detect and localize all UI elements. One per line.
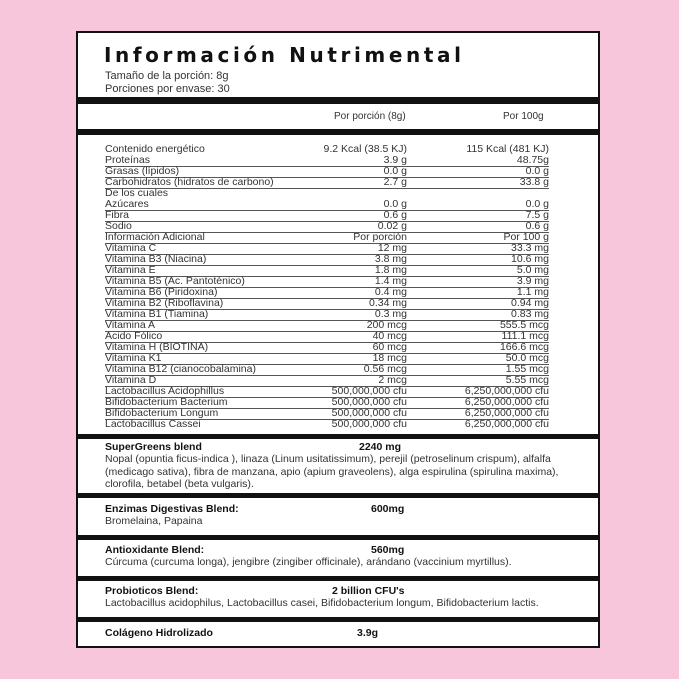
nutrient-name: Vitamina E (105, 264, 156, 276)
value-per-serving: 1.8 mg (374, 264, 407, 276)
value-per-serving: 500,000,000 cfu (331, 418, 407, 430)
divider-thick (78, 434, 598, 439)
value-per-100g: 50.0 mcg (505, 352, 549, 364)
value-per-100g: 48.75g (516, 154, 549, 166)
value-per-serving: 0.34 mg (369, 297, 407, 309)
value-per-serving: 9.2 Kcal (38.5 KJ) (323, 143, 407, 155)
blend-amount: 600mg (371, 503, 405, 515)
blend-description: Bromelaina, Papaina (105, 515, 203, 527)
value-per-serving: 3.9 g (383, 154, 407, 166)
value-per-serving: 0.0 g (383, 165, 407, 177)
blend-supergreens (105, 441, 585, 491)
nutrition-label (76, 31, 600, 648)
blend-name: Antioxidante Blend: (105, 544, 205, 556)
nutrient-name: Vitamina C (105, 242, 157, 254)
blend-description: Cúrcuma (curcuma longa), jengibre (zingiber officinale), arándano (vaccinium myrtillus). (105, 556, 512, 568)
nutrient-name: Vitamina H (BIOTINA) (105, 341, 209, 353)
value-per-100g: 0.0 g (525, 165, 549, 177)
nutrient-name: Sodio (105, 220, 132, 232)
nutrient-name: Proteínas (105, 154, 150, 166)
serving-size: Tamaño de la porción: 8g (105, 70, 229, 82)
servings-per-container: Porciones por envase: 30 (105, 83, 230, 95)
value-per-serving: 18 mcg (372, 352, 407, 364)
value-per-100g: 555.5 mcg (499, 319, 549, 331)
blend-amount: 3.9g (357, 627, 379, 639)
value-per-100g: 115 Kcal (481 KJ) (466, 143, 549, 155)
label-title: Información Nutrimental (104, 43, 465, 67)
value-per-serving: 2.7 g (383, 176, 407, 188)
value-per-100g: 5.55 mcg (505, 374, 549, 386)
value-per-100g: 166.6 mcg (499, 341, 549, 353)
col-header-per-100g: Por 100g (503, 111, 544, 122)
value-per-100g: Por 100 g (503, 231, 549, 243)
divider-thick (78, 129, 598, 135)
nutrient-name: Vitamina A (105, 319, 156, 331)
value-per-serving: 40 mcg (372, 330, 407, 342)
blend-enzimas (105, 503, 585, 528)
divider-thick (78, 535, 598, 540)
col-header-per-serving: Por porción (8g) (334, 111, 406, 122)
value-per-serving: 0.0 g (383, 198, 407, 210)
value-per-serving: 0.6 g (383, 209, 407, 221)
value-per-serving: 0.4 mg (374, 286, 407, 298)
blend-probioticos (105, 585, 585, 610)
value-per-100g: 7.5 g (525, 209, 549, 221)
blend-antioxidante (105, 544, 585, 569)
value-per-100g: 5.0 mg (516, 264, 549, 276)
value-per-100g: 6,250,000,000 cfu (464, 407, 549, 419)
value-per-100g: 33.8 g (519, 176, 549, 188)
value-per-serving: 0.3 mg (374, 308, 407, 320)
divider-thick (78, 97, 598, 104)
blend-amount: 2240 mg (359, 441, 402, 453)
nutrient-row (105, 188, 549, 199)
nutrient-name: Vitamina K1 (105, 352, 162, 364)
value-per-serving: 1.4 mg (374, 275, 407, 287)
nutrient-row (105, 419, 549, 430)
value-per-serving: 500,000,000 cfu (331, 396, 407, 408)
divider-thick (78, 617, 598, 622)
value-per-100g: 6,250,000,000 cfu (464, 396, 549, 408)
blend-description: Nopal (opuntia ficus-indica ), linaza (Linum usitatissimum), perejil (petroselinum crispum), alfalfa (medicago sativa), fibra de manzana, apio (apium graveolens), alga espirulina (spirulina maxima), clorofila, betabel (beta vulgaris). (105, 453, 559, 490)
value-per-100g: 0.0 g (525, 198, 549, 210)
blend-name: Probioticos Blend: (105, 585, 199, 597)
value-per-100g: 1.1 mg (516, 286, 549, 298)
nutrient-name: De los cuales (105, 187, 169, 199)
blend-name: SuperGreens blend (105, 441, 202, 453)
nutrient-name: Lactobacillus Acidophillus (105, 385, 225, 397)
nutrient-name: Vitamina B3 (Niacina) (105, 253, 207, 265)
nutrient-name: Bifidobacterium Bacterium (105, 396, 228, 408)
nutrient-name: Vitamina B6 (Piridoxina) (105, 286, 218, 298)
nutrient-name: Vitamina B2 (Riboflavina) (105, 297, 224, 309)
nutrient-name: Bifidobacterium Longum (105, 407, 219, 419)
nutrient-name: Contenido energético (105, 143, 205, 155)
value-per-serving: 60 mcg (372, 341, 407, 353)
blend-name: Enzimas Digestivas Blend: (105, 503, 239, 515)
nutrient-name: Fibra (105, 209, 129, 221)
value-per-100g: 111.1 mcg (501, 330, 549, 342)
nutrient-name: Acido Fólico (105, 330, 163, 342)
divider-thick (78, 493, 598, 498)
blend-amount: 2 billion CFU's (332, 585, 405, 597)
nutrient-row (105, 144, 549, 155)
value-per-serving: 200 mcg (366, 319, 407, 331)
divider-thick (78, 576, 598, 581)
value-per-100g: 1.55 mcg (505, 363, 549, 375)
nutrient-name: Vitamina D (105, 374, 157, 386)
nutrient-name: Grasas (lípidos) (105, 165, 180, 177)
blend-name: Colágeno Hidrolizado (105, 627, 213, 639)
value-per-serving: 500,000,000 cfu (331, 407, 407, 419)
value-per-100g: 10.6 mg (511, 253, 549, 265)
nutrient-name: Vitamina B5 (Ac. Pantoténico) (105, 275, 245, 287)
value-per-100g: 0.6 g (525, 220, 549, 232)
value-per-serving: 2 mcg (378, 374, 407, 386)
nutrient-name: Azúcares (105, 198, 149, 210)
blend-amount: 560mg (371, 544, 405, 556)
value-per-100g: 6,250,000,000 cfu (464, 385, 549, 397)
value-per-serving: 12 mg (377, 242, 407, 254)
nutrient-name: Vitamina B1 (Tiamina) (105, 308, 209, 320)
nutrient-name: Carbohidratos (hidratos de carbono) (105, 176, 274, 188)
value-per-serving: Por porción (353, 231, 407, 243)
value-per-serving: 0.56 mcg (363, 363, 407, 375)
value-per-serving: 500,000,000 cfu (331, 385, 407, 397)
value-per-100g: 33.3 mg (511, 242, 549, 254)
nutrient-name: Vitamina B12 (cianocobalamina) (105, 363, 256, 375)
value-per-100g: 6,250,000,000 cfu (464, 418, 549, 430)
nutrient-name: Información Adicional (105, 231, 205, 243)
value-per-serving: 0.02 g (377, 220, 407, 232)
value-per-100g: 0.94 mg (511, 297, 549, 309)
value-per-100g: 0.83 mg (511, 308, 549, 320)
value-per-100g: 3.9 mg (516, 275, 549, 287)
nutrient-name: Lactobacillus Cassei (105, 418, 201, 430)
blend-colageno (105, 627, 585, 639)
blend-description: Lactobacillus acidophilus, Lactobacillus casei, Bifidobacterium longum, Bifidobacterium lactis. (105, 597, 539, 609)
value-per-serving: 3.8 mg (374, 253, 407, 265)
